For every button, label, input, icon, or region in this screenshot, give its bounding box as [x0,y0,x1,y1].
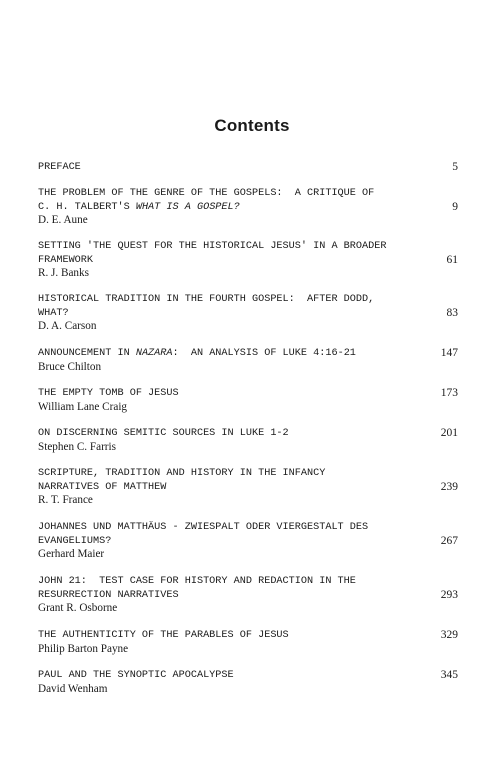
toc-entry-maier [38,521,462,562]
entry-author: D. A. Carson [38,320,97,333]
entry-title-line: NARRATIVES OF MATTHEW [38,481,167,493]
entry-title-line: SCRIPTURE, TRADITION AND HISTORY IN THE INFANCY [38,468,326,479]
toc-entry-aune [38,187,462,228]
toc-entry-payne [38,629,462,656]
page-number: 329 [440,629,458,641]
entry-title-segment: C. H. TALBERT'S [38,201,136,213]
entry-title-line: WHAT? [38,307,69,319]
entry-title-line: FRAMEWORK [38,254,94,266]
page-number: 9 [452,201,458,213]
entry-title-italic: WHAT IS A GOSPEL? [135,201,240,213]
toc-entry-preface [38,161,462,175]
entry-author: William Lane Craig [38,400,128,413]
page-number: 5 [452,161,458,173]
entry-title-line: THE EMPTY TOMB OF JESUS [38,388,179,399]
entry-title-line: JOHANNES UND MATTHÄUS - ZWIESPALT ODER VIERGESTALT DES [38,522,369,533]
page-number: 239 [440,481,458,493]
toc-entry-craig [38,387,462,414]
entry-title-line [38,201,462,215]
entry-title-line [38,347,462,361]
entry-title-line: SETTING 'THE QUEST FOR THE HISTORICAL JESUS' IN A BROADER [38,241,387,252]
page-number: 267 [440,535,458,547]
entry-title-line: HISTORICAL TRADITION IN THE FOURTH GOSPEL: AFTER DODD, [38,294,375,305]
entry-author: Philip Barton Payne [38,642,129,655]
toc-entry-chilton [38,347,462,374]
entry-title-line: PREFACE [38,162,81,173]
page-number: 345 [440,669,458,681]
toc-entry-france [38,467,462,508]
toc-entry-banks [38,240,462,281]
page-number: 293 [440,589,458,601]
page-number: 61 [446,254,458,266]
entry-title-segment: ANNOUNCEMENT IN [38,348,136,359]
page-number: 147 [440,347,458,359]
entry-title-line: RESURRECTION NARRATIVES [38,589,179,601]
toc-entry-osborne [38,575,462,616]
entry-author: Bruce Chilton [38,360,102,373]
page-number: 173 [440,387,458,399]
entry-title-segment: : AN ANALYSIS OF LUKE 4:16-21 [172,348,356,359]
toc-entry-wenham [38,669,462,696]
entry-title-line: EVANGELIUMS? [38,535,112,547]
toc-entry-farris [38,427,462,454]
entry-title-italic: NAZARA [135,348,173,359]
toc-entry-carson [38,293,462,334]
entry-author: Gerhard Maier [38,548,105,561]
entry-author: Grant R. Osborne [38,602,118,615]
entry-author: Stephen C. Farris [38,440,116,453]
entry-author: R. J. Banks [38,267,89,280]
entry-title-line: THE PROBLEM OF THE GENRE OF THE GOSPELS: A CRITIQUE OF [38,188,375,199]
page-number: 83 [446,307,458,319]
entry-author: David Wenham [38,682,108,695]
entry-title-line: ON DISCERNING SEMITIC SOURCES IN LUKE 1-2 [38,428,289,439]
entry-title-line: PAUL AND THE SYNOPTIC APOCALYPSE [38,670,234,681]
page-number: 201 [440,427,458,439]
entry-author: R. T. France [38,494,93,507]
page-title: Contents [214,116,290,135]
entry-title-line: THE AUTHENTICITY OF THE PARABLES OF JESUS [38,630,289,641]
entry-author: D. E. Aune [38,214,88,227]
entry-title-line: JOHN 21: TEST CASE FOR HISTORY AND REDACTION IN THE [38,576,356,587]
